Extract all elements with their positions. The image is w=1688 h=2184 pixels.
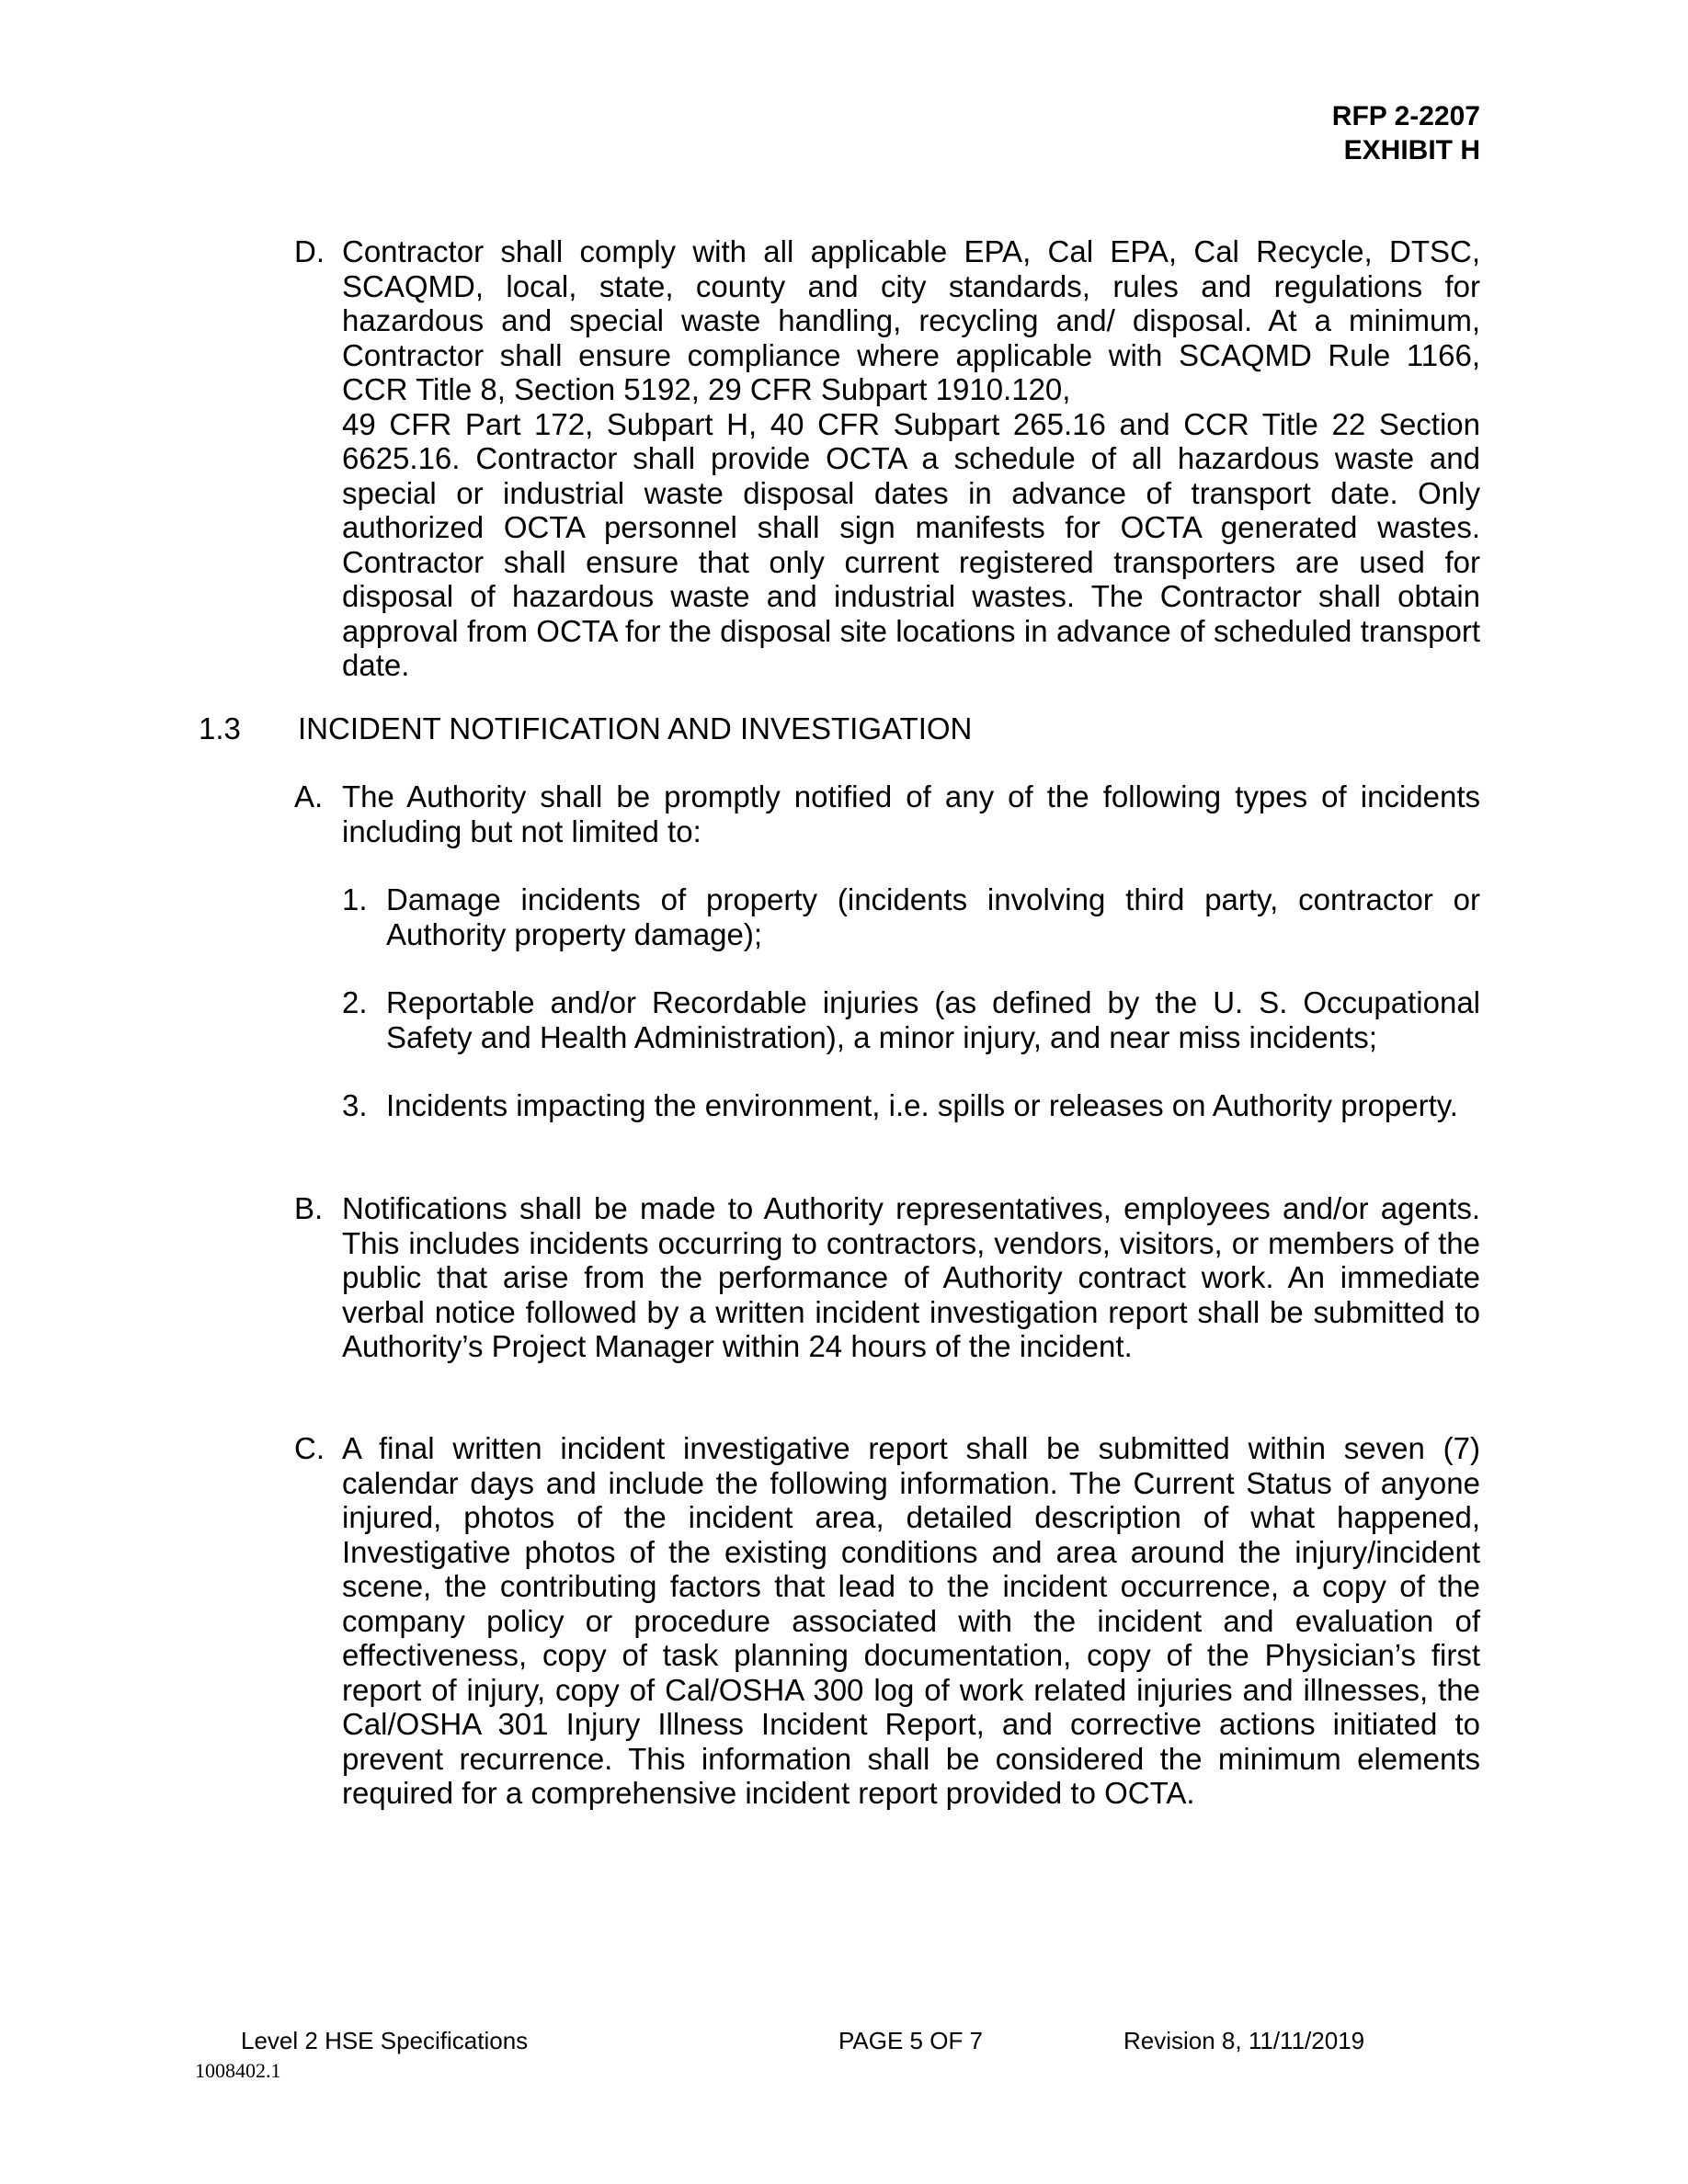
subitem-2 bbox=[342, 985, 1480, 1054]
item-c bbox=[294, 1431, 1480, 1811]
section-d-marker: D. bbox=[294, 234, 325, 268]
section-d bbox=[294, 234, 1480, 683]
section-d-text: Contractor shall comply with all applicable EPA, Cal EPA, Cal Recycle, DTSC, SCAQMD, local, state, county and city standards, rules and regulations for hazardous and special waste handling, recycling and/ disposal. At a minimum, Contractor shall ensure compliance where applicable with SCAQMD Rule 1166, CCR Title 8, Section 5192, 29 CFR Subpart 1910.120, bbox=[342, 234, 1480, 406]
subitem-1 bbox=[342, 882, 1480, 951]
section-d-text-continued: 49 CFR Part 172, Subpart H, 40 CFR Subpart 265.16 and CCR Title 22 Section 6625.16. Contractor shall provide OCTA a schedule of all hazardous waste and special or industrial waste disposal dates in advance of transport date. Only authorized OCTA personnel shall sign manifests for OCTA generated wastes. Contractor shall ensure that only current registered transporters are used for disposal of hazardous waste and industrial wastes. The Contractor shall obtain approval from OCTA for the disposal site locations in advance of scheduled transport date. bbox=[342, 406, 1480, 682]
section-number: 1.3 bbox=[199, 711, 241, 745]
item-b-text: Notifications shall be made to Authority representatives, employees and/or agents. This includes incidents occurring to contractors, vendors, visitors, or members of the public that arise from the performance of Authority contract work. An immediate verbal notice followed by a written incident investigation report shall be submitted to Authority’s Project Manager within 24 hours of the incident. bbox=[342, 1191, 1480, 1363]
subitem-1-text: Damage incidents of property (incidents involving third party, contractor or Authority property damage); bbox=[386, 882, 1480, 951]
item-c-text: A final written incident investigative report shall be submitted within seven (7) calendar days and include the following information. The Current Status of anyone injured, photos of the incident area, detailed description of what happened, Investigative photos of the existing conditions and area around the injury/incident scene, the contributing factors that lead to the incident occurrence, a copy of the company policy or procedure associated with the incident and evaluation of effectiveness, copy of task planning documentation, copy of the Physician’s first report of injury, copy of Cal/OSHA 300 log of work related injuries and illnesses, the Cal/OSHA 301 Injury Illness Incident Report, and corrective actions initiated to prevent recurrence. This information shall be considered the minimum elements required for a comprehensive incident report provided to OCTA. bbox=[342, 1431, 1480, 1810]
page-header bbox=[1332, 99, 1480, 167]
section-heading bbox=[199, 711, 972, 746]
item-b bbox=[294, 1191, 1480, 1364]
rfp-number: RFP 2-2207 bbox=[1331, 101, 1480, 131]
footer-title: Level 2 HSE Specifications bbox=[241, 2027, 529, 2054]
subitem-2-text: Reportable and/or Recordable injuries (as defined by the U. S. Occupational Safety and Health Administration), a minor injury, and near miss incidents; bbox=[386, 985, 1480, 1054]
item-c-marker: C. bbox=[294, 1431, 325, 1465]
subitem-3-marker: 3. bbox=[342, 1088, 368, 1122]
footer-revision: Revision 8, 11/11/2019 bbox=[1123, 2027, 1365, 2054]
item-b-marker: B. bbox=[294, 1191, 324, 1225]
item-a-text: The Authority shall be promptly notified of any of the following types of incidents including but not limited to: bbox=[342, 779, 1480, 848]
subitem-3-text: Incidents impacting the environment, i.e. spills or releases on Authority property. bbox=[386, 1088, 1458, 1122]
section-title: INCIDENT NOTIFICATION AND INVESTIGATION bbox=[298, 711, 973, 745]
subitem-3 bbox=[342, 1088, 1480, 1123]
document-id: 1008402.1 bbox=[195, 2059, 281, 2082]
footer-page-number: PAGE 5 OF 7 bbox=[838, 2027, 984, 2054]
item-a bbox=[294, 779, 1480, 848]
subitem-2-marker: 2. bbox=[342, 985, 368, 1019]
exhibit-label: EXHIBIT H bbox=[1343, 135, 1480, 165]
item-a-marker: A. bbox=[294, 779, 324, 813]
subitem-1-marker: 1. bbox=[342, 882, 368, 916]
